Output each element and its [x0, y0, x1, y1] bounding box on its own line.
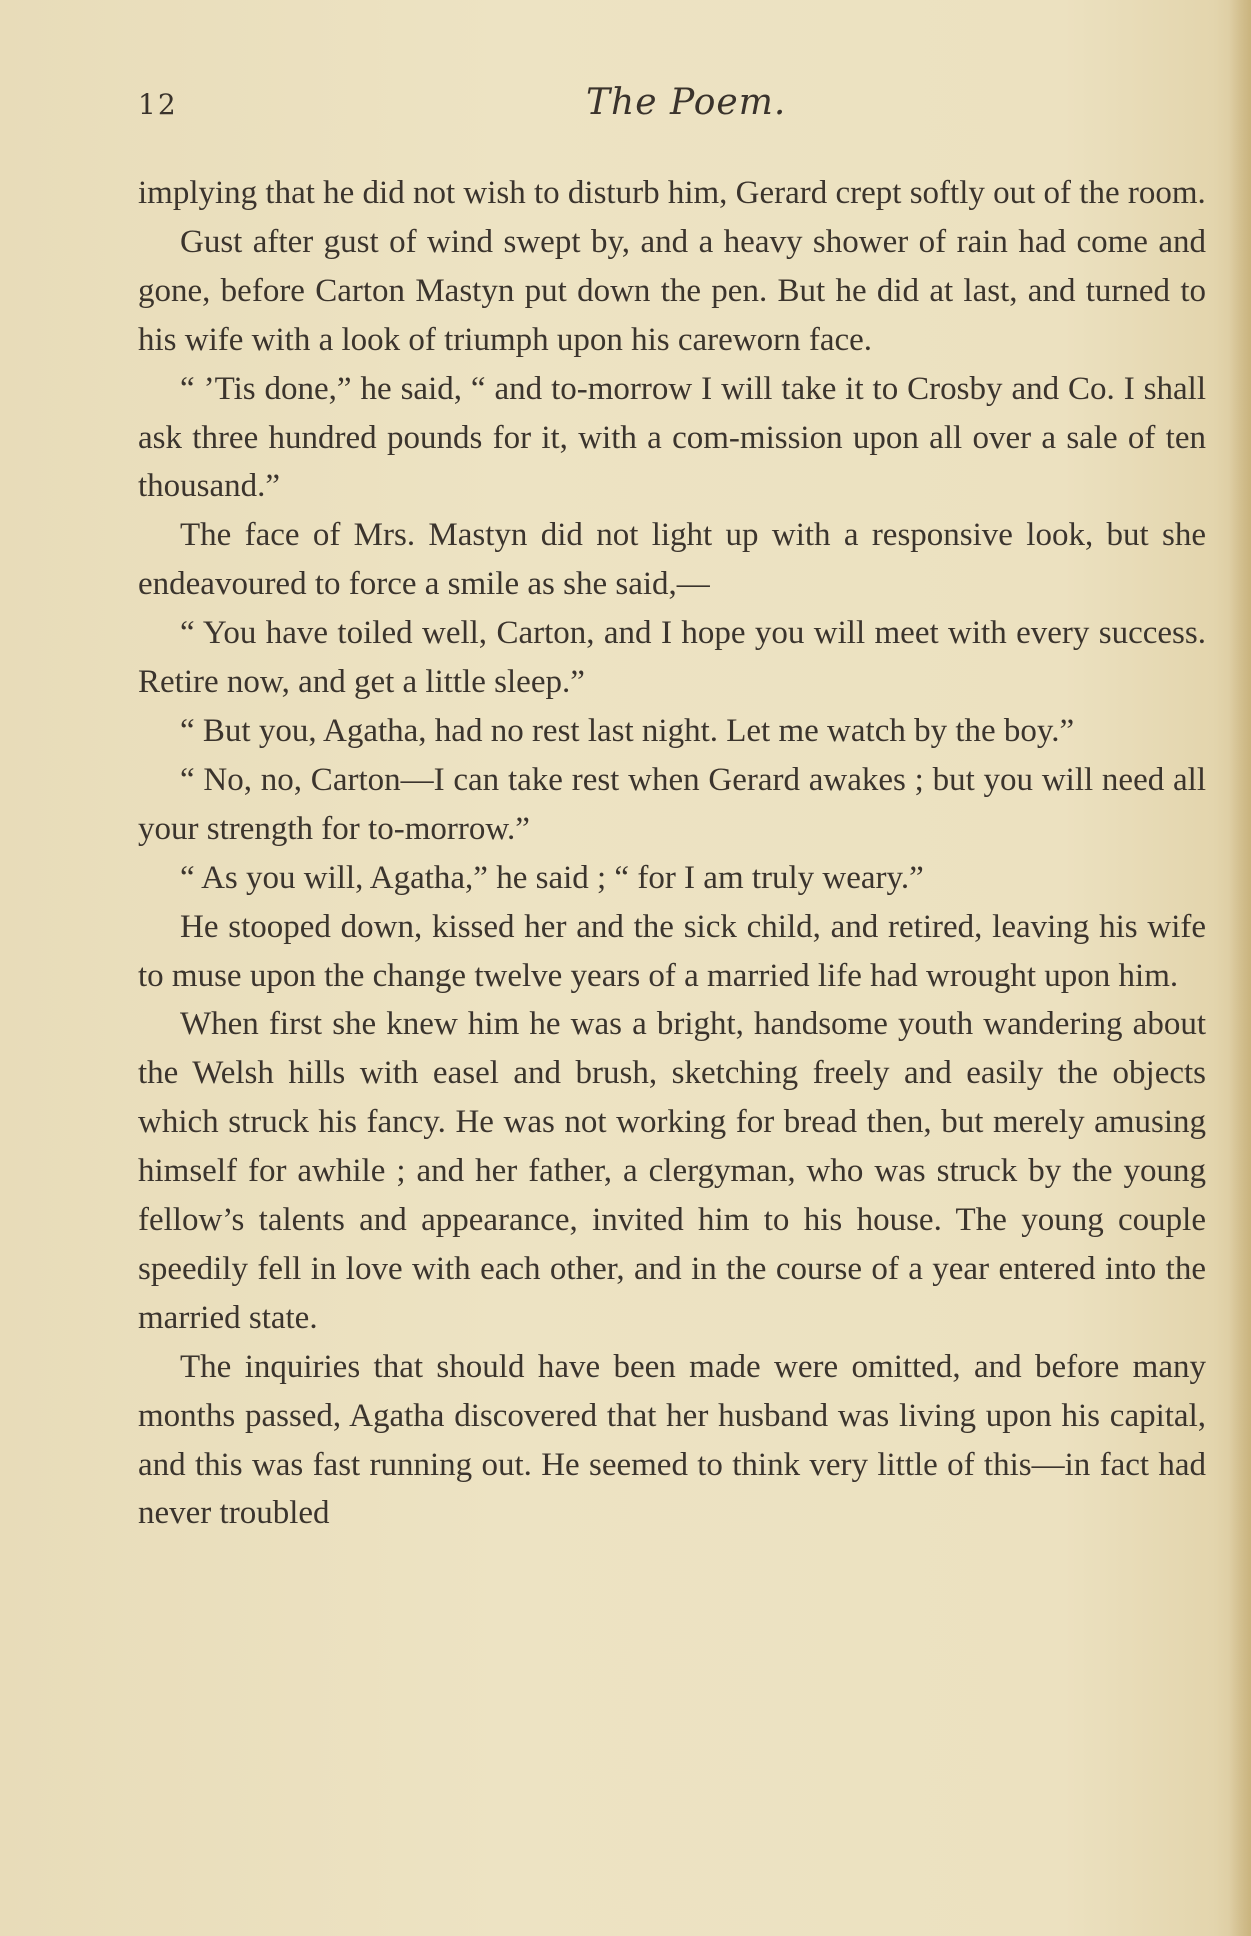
paragraph: Gust after gust of wind swept by, and a heavy shower of rain had come and gone, before Carton Mastyn put down the pen. But he did at last, and turned to his wife with a look of triumph upon his careworn face. [138, 223, 1206, 358]
paragraph: “ But you, Agatha, had no rest last night. Let me watch by the boy.” [180, 712, 1075, 749]
paragraph: The face of Mrs. Mastyn did not light up with a responsive look, but she endeavoured to force a smile as she said,— [138, 517, 1206, 603]
running-header [138, 82, 1206, 132]
paragraph: “ As you will, Agatha,” he said ; “ for I am truly weary.” [180, 859, 924, 896]
paragraph: When first she knew him he was a bright, handsome youth wandering about the Welsh hills with easel and brush, sketching freely and easily the objects which struck his fancy. He was not working for bread then, but merely amusing himself for awhile ; and her father, a clergyman, who was struck by the young fellow’s talents and appearance, invited him to his house. The young couple speedily fell in love with each other, and in the course of a year entered into the married state. [138, 1006, 1206, 1336]
page-edge-shadow [1229, 0, 1251, 1936]
page-number: 12 [138, 88, 178, 121]
paragraph: “ You have toiled well, Carton, and I hope you will meet with every success. Retire now, and get a little sleep.” [138, 615, 1206, 701]
body-text [138, 169, 1206, 1538]
paragraph: The inquiries that should have been made were omitted, and before many months passed, Agatha discovered that her husband was living upon his capital, and this was fast running out. He seemed to think very little of this—in fact had never troubled [138, 1348, 1206, 1532]
paragraph: “ ’Tis done,” he said, “ and to-morrow I will take it to Crosby and Co. I shall ask three hundred pounds for it, with a com-mission upon all over a sale of ten thousand.” [138, 370, 1206, 505]
paragraph: “ No, no, Carton—I can take rest when Gerard awakes ; but you will need all your strength for to-morrow.” [138, 761, 1206, 847]
paragraph: He stooped down, kissed her and the sick child, and retired, leaving his wife to muse upon the change twelve years of a married life had wrought upon him. [138, 908, 1206, 994]
paragraph: implying that he did not wish to disturb him, Gerard crept softly out of the room. [138, 175, 1206, 211]
running-title: The Poem. [586, 82, 787, 123]
